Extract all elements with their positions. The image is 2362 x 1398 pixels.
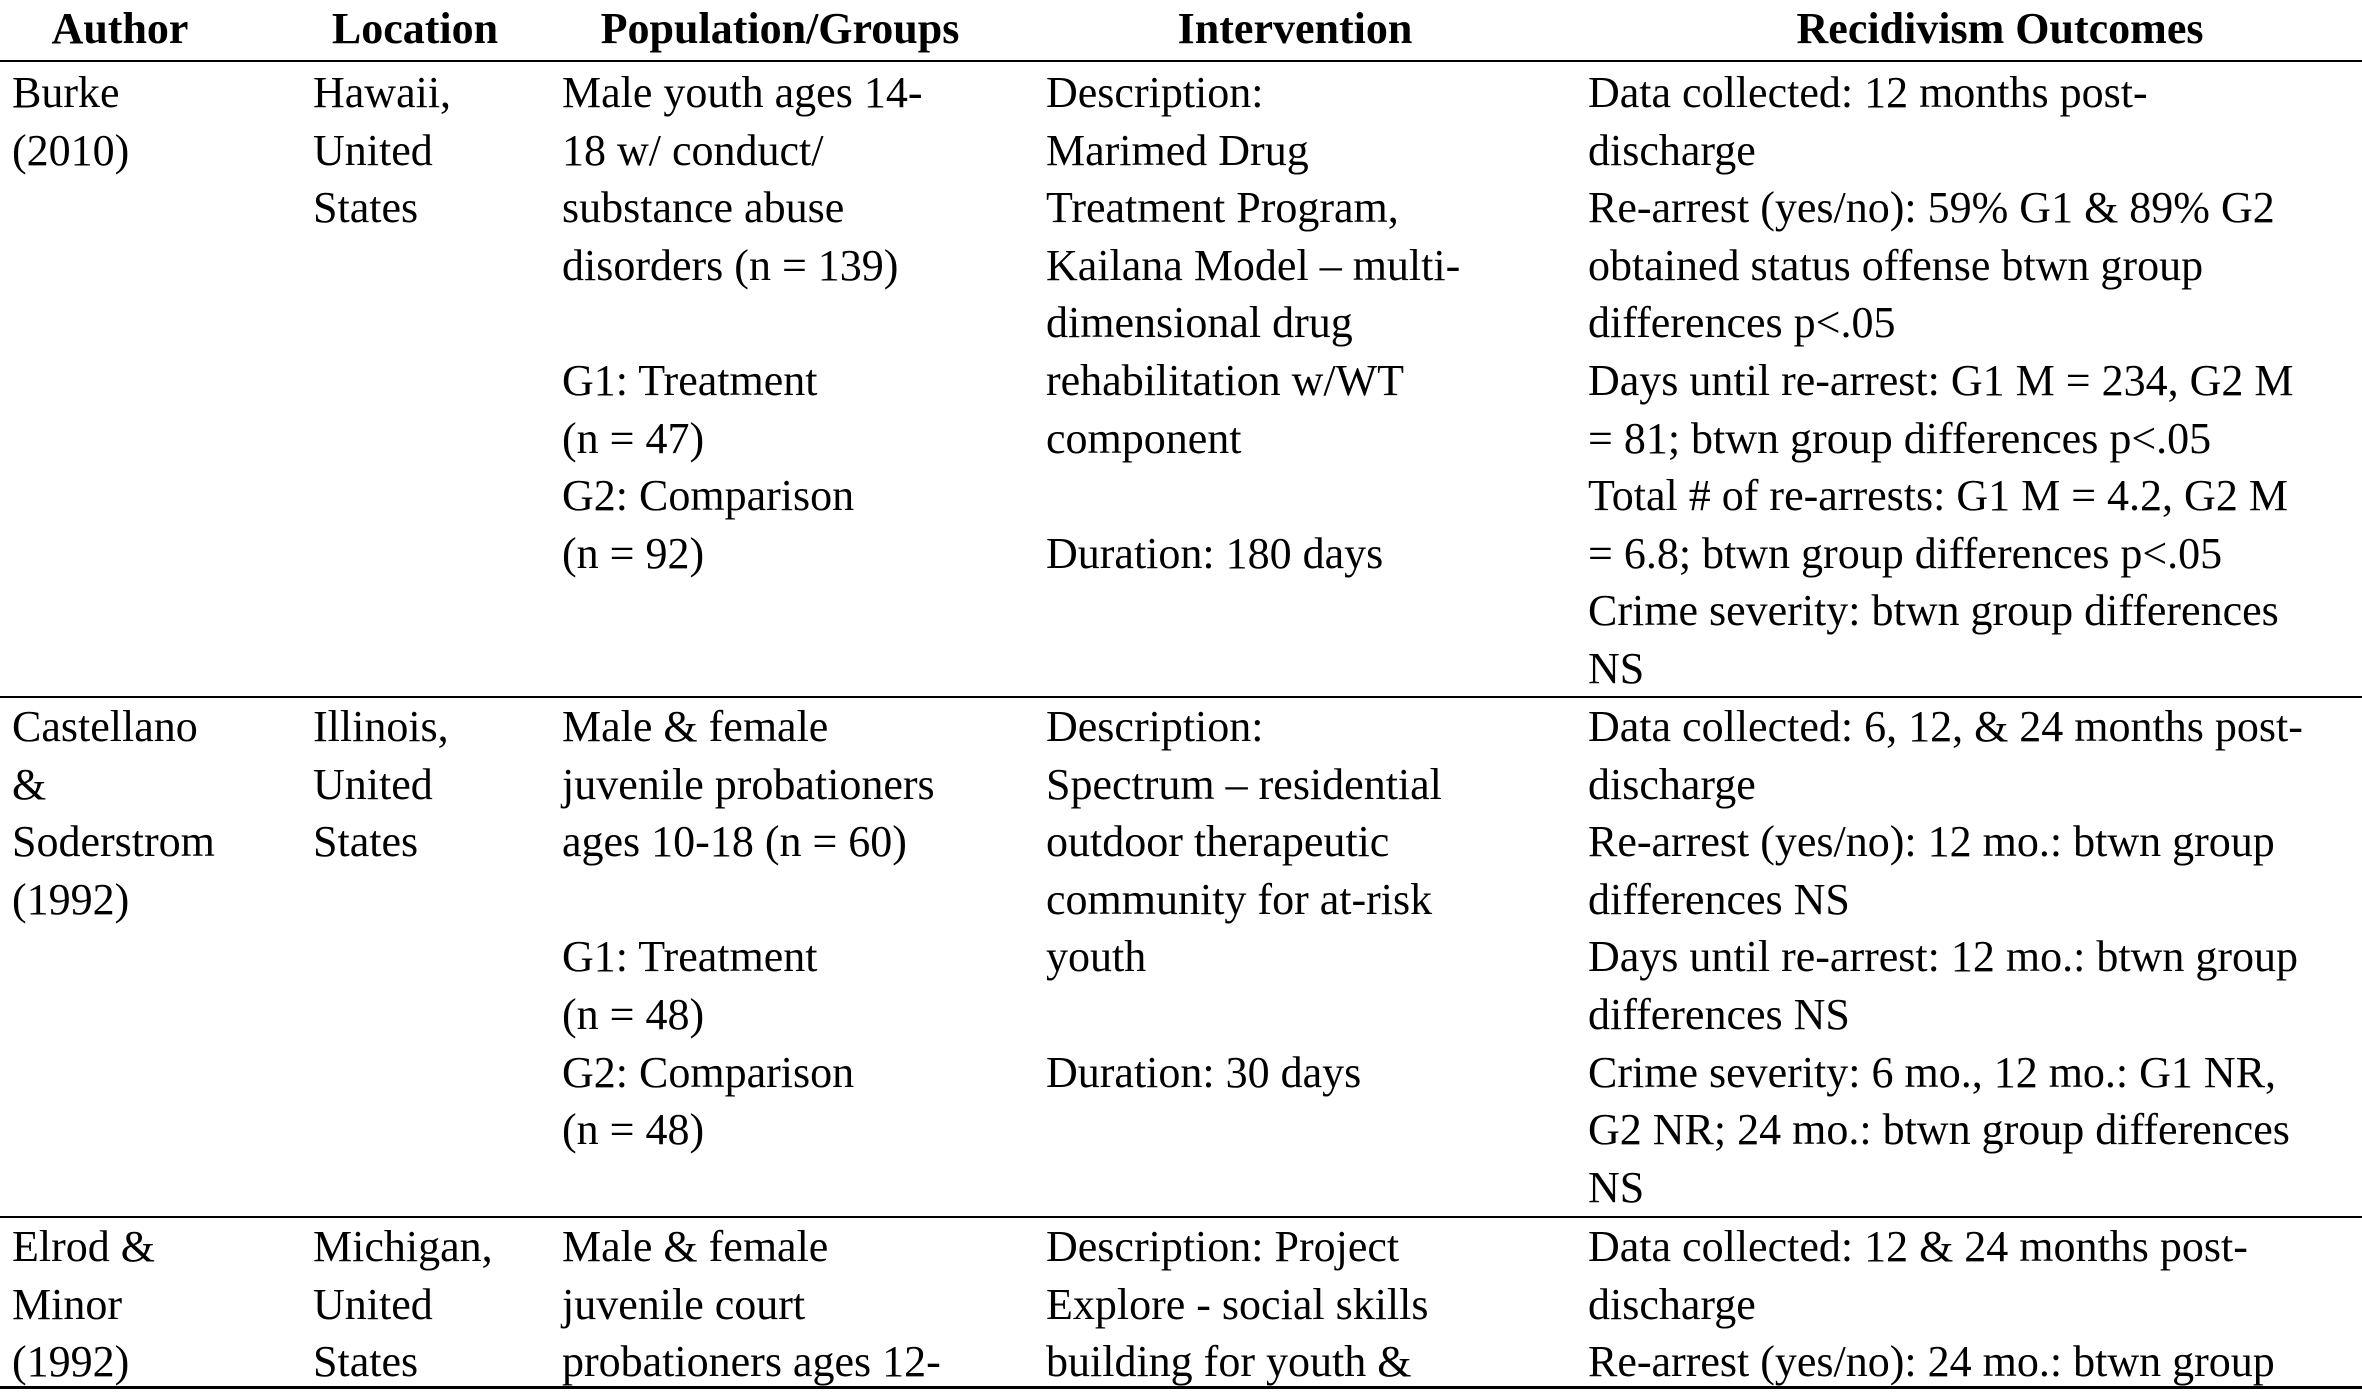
header-outcomes: Recidivism Outcomes	[1796, 4, 2204, 53]
row1-population-line: G1: Treatment	[562, 355, 818, 405]
row3-location	[313, 1218, 493, 1391]
row3-intervention-line: Description: Project	[1046, 1222, 1400, 1271]
row2-author-line: Castellano	[12, 702, 198, 751]
header-author: Author	[51, 4, 189, 53]
row3-location-line: Michigan,	[313, 1222, 493, 1271]
header-intervention: Intervention	[1177, 4, 1413, 53]
row1-outcomes-line: Data collected: 12 months post-	[1588, 68, 2148, 117]
row2-outcomes-line: discharge	[1588, 759, 1756, 809]
row3-intervention-line: Explore - social skills	[1046, 1279, 1429, 1329]
row1-location	[313, 64, 451, 237]
row1-outcomes-line: Re-arrest (yes/no): 59% G1 & 89% G2	[1588, 183, 2275, 233]
row2-population-gap	[562, 871, 935, 929]
row3-intervention-line: building for youth &	[1046, 1337, 1412, 1387]
row2-outcomes-line: Crime severity: 6 mo., 12 mo.: G1 NR,	[1588, 1047, 2277, 1097]
row2-author-line: Soderstrom	[12, 817, 215, 867]
row1-intervention	[1046, 64, 1460, 582]
row3-author-line: (1992)	[12, 1337, 130, 1387]
row3-author	[12, 1218, 155, 1391]
row2-population-line: Male & female	[562, 702, 829, 751]
row3-outcomes-line: Data collected: 12 & 24 months post-	[1588, 1222, 2248, 1271]
row2-population	[562, 698, 935, 1159]
row1-population	[562, 64, 922, 582]
row2-intervention-line: Spectrum – residential	[1046, 759, 1442, 809]
row2-author-line: &	[12, 759, 47, 809]
header-population: Population/Groups	[600, 4, 960, 53]
row1-location-line: United	[313, 125, 433, 175]
row3-population-line: juvenile court	[562, 1279, 806, 1329]
row1-intervention-line: Treatment Program,	[1046, 183, 1399, 233]
row2-location-line: States	[313, 817, 419, 867]
row2-author	[12, 698, 215, 928]
row2-intervention-gap	[1046, 986, 1442, 1044]
row2-outcomes	[1588, 698, 2303, 1216]
row2-population-line: (n = 48)	[562, 1105, 705, 1155]
row1-author-line: Burke	[12, 68, 120, 117]
row2-intervention-line: community for at-risk	[1046, 874, 1433, 924]
row1-intervention-line: component	[1046, 413, 1242, 463]
row2-outcomes-line: differences NS	[1588, 874, 1850, 924]
row1-intervention-line: Marimed Drug	[1046, 125, 1309, 175]
row2-population-line: G1: Treatment	[562, 932, 818, 982]
row1-outcomes	[1588, 64, 2293, 698]
row1-population-line: G2: Comparison	[562, 471, 855, 521]
row2-outcomes-line: NS	[1588, 1162, 1645, 1212]
row1-author	[12, 64, 129, 179]
row3-location-line: States	[313, 1337, 419, 1387]
row2-population-line: G2: Comparison	[562, 1047, 855, 1097]
row2-outcomes-line: Data collected: 6, 12, & 24 months post-	[1588, 702, 2303, 751]
row1-location-line: Hawaii,	[313, 68, 452, 117]
row2-intervention-line: Description:	[1046, 702, 1264, 751]
row2-outcomes-line: Days until re-arrest: 12 mo.: btwn group	[1588, 932, 2298, 982]
row1-population-line: 18 w/ conduct/	[562, 125, 824, 175]
row2-intervention-line: outdoor therapeutic	[1046, 817, 1390, 867]
row2-intervention-line: youth	[1046, 932, 1147, 982]
row1-intervention-line: Duration: 180 days	[1046, 528, 1384, 578]
row1-outcomes-line: = 6.8; btwn group differences p<.05	[1588, 528, 2223, 578]
row1-intervention-gap	[1046, 467, 1460, 525]
row2-location-line: United	[313, 759, 433, 809]
row3-outcomes-line: discharge	[1588, 1279, 1756, 1329]
row1-population-line: Male youth ages 14-	[562, 68, 923, 117]
row3-intervention	[1046, 1218, 1429, 1391]
row1-outcomes-line: Total # of re-arrests: G1 M = 4.2, G2 M	[1588, 471, 2288, 521]
row1-outcomes-line: NS	[1588, 643, 1645, 693]
row1-outcomes-line: Days until re-arrest: G1 M = 234, G2 M	[1588, 355, 2294, 405]
row3-outcomes	[1588, 1218, 2275, 1391]
row2-location-line: Illinois,	[313, 702, 449, 751]
row1-outcomes-line: Crime severity: btwn group differences	[1588, 586, 2279, 636]
row3-outcomes-line: Re-arrest (yes/no): 24 mo.: btwn group	[1588, 1337, 2275, 1387]
row2-intervention-line: Duration: 30 days	[1046, 1047, 1362, 1097]
row2-intervention	[1046, 698, 1442, 1101]
row1-population-line: (n = 47)	[562, 413, 705, 463]
header-rule	[0, 60, 2362, 62]
row1-outcomes-line: = 81; btwn group differences p<.05	[1588, 413, 2212, 463]
row1-intervention-line: Description:	[1046, 68, 1264, 117]
row1-intervention-line: dimensional drug	[1046, 298, 1353, 348]
row1-author-line: (2010)	[12, 125, 130, 175]
row3-population-line: probationers ages 12-	[562, 1337, 941, 1387]
bottom-rule	[0, 1386, 2362, 1389]
row1-outcomes-line: obtained status offense btwn group	[1588, 240, 2204, 290]
row1-population-line: substance abuse	[562, 183, 845, 233]
row2-location	[313, 698, 449, 871]
row1-population-gap	[562, 294, 922, 352]
row3-author-line: Elrod &	[12, 1222, 155, 1271]
row2-outcomes-line: differences NS	[1588, 989, 1850, 1039]
row2-population-line: juvenile probationers	[562, 759, 935, 809]
row2-outcomes-line: Re-arrest (yes/no): 12 mo.: btwn group	[1588, 817, 2275, 867]
row3-author-line: Minor	[12, 1279, 122, 1329]
row1-outcomes-line: differences p<.05	[1588, 298, 1896, 348]
row1-population-line: (n = 92)	[562, 528, 705, 578]
row1-location-line: States	[313, 183, 419, 233]
row1-intervention-line: Kailana Model – multi-	[1046, 240, 1461, 290]
header-location: Location	[331, 4, 499, 53]
row2-population-line: ages 10-18 (n = 60)	[562, 817, 907, 867]
row1-intervention-line: rehabilitation w/WT	[1046, 355, 1404, 405]
row3-location-line: United	[313, 1279, 433, 1329]
row2-population-line: (n = 48)	[562, 989, 705, 1039]
row1-population-line: disorders (n = 139)	[562, 240, 899, 290]
row1-outcomes-line: discharge	[1588, 125, 1756, 175]
row2-outcomes-line: G2 NR; 24 mo.: btwn group differences	[1588, 1105, 2290, 1155]
row3-population-line: Male & female	[562, 1222, 829, 1271]
row2-author-line: (1992)	[12, 874, 130, 924]
row3-population	[562, 1218, 941, 1391]
